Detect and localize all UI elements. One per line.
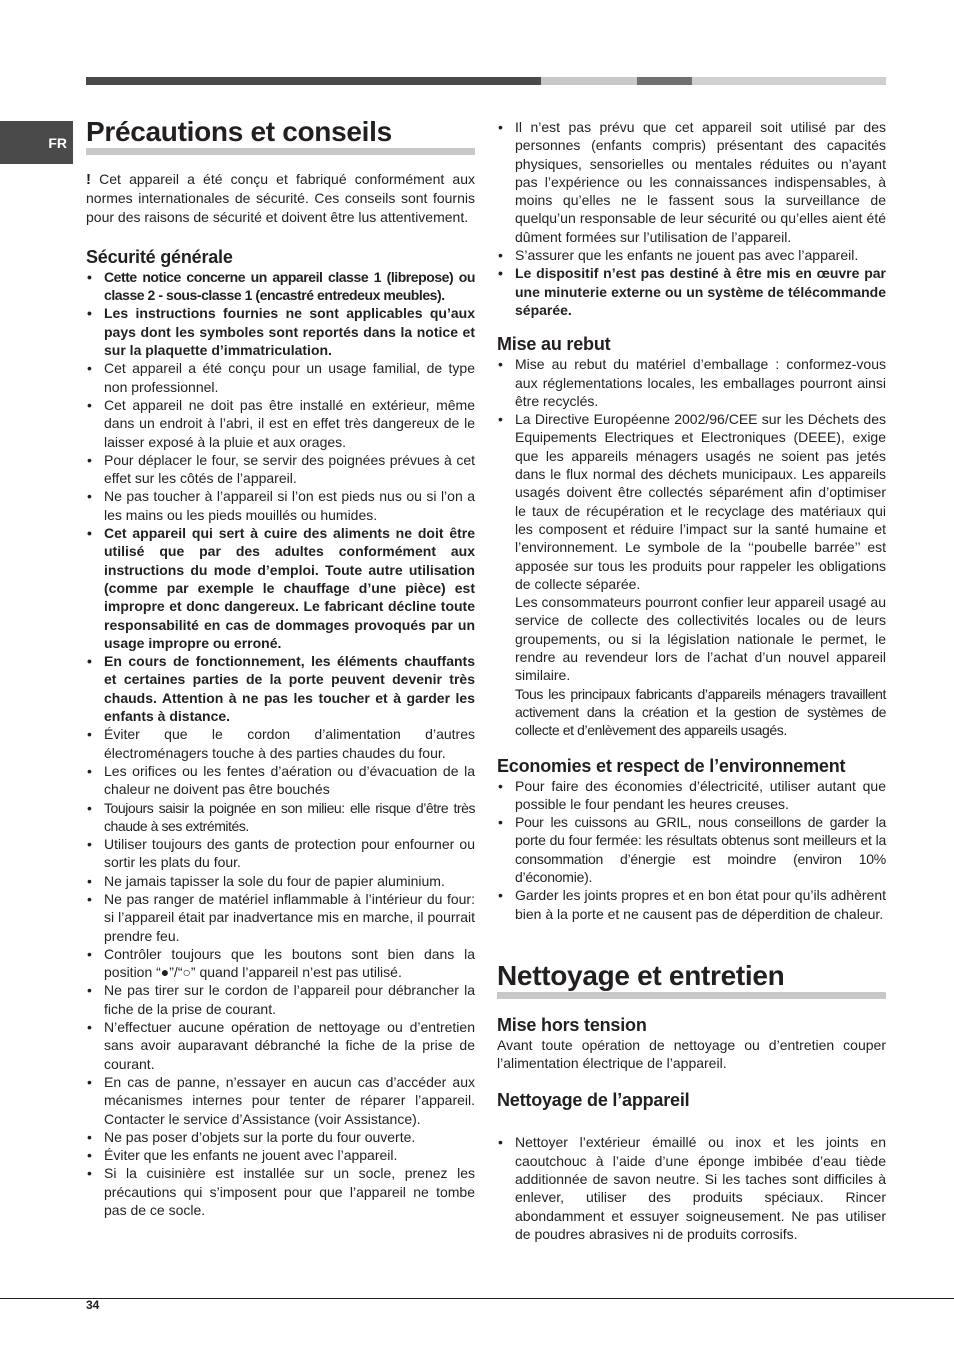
list-item: • Cet appareil a été conçu pour un usage familial, de type non professionnel.: [86, 359, 475, 396]
list-item: • Cet appareil qui sert à cuire des aliments ne doit être utilisé que par des adultes conformément aux instructions du mode d’emploi. Toute autre utilisation (comme par exemple le chauffage d’une pièce) est impropre et donc dangereux. Le fabricant décline toute responsabilité en cas de dommages provoqués par un usage impropre ou erroné.: [86, 524, 475, 652]
section-heading-securite: Sécurité générale: [86, 246, 233, 267]
list-item: • Ne jamais tapisser la sole du four de papier aluminium.: [86, 872, 475, 890]
section-heading-economies: Economies et respect de l’environnement: [497, 755, 846, 776]
list-item: • Mise au rebut du matériel d’emballage : conformez-vous aux réglementations locales, les emballages pourront ainsi être recyclés.: [497, 355, 886, 410]
list-item: • N’effectuer aucune opération de nettoyage ou d’entretien sans avoir auparavant débranché la fiche de la prise de courant.: [86, 1018, 475, 1073]
list-item: • Les orifices ou les fentes d’aération ou d’évacuation de la chaleur ne doivent pas être bouchés: [86, 762, 475, 799]
page-title: Précautions et conseils: [86, 116, 475, 155]
language-tab: FR: [0, 121, 73, 164]
rebut-list: [497, 355, 886, 593]
rebut-paragraph: Tous les principaux fabricants d’appareils ménagers travaillent activement dans la création et la gestion de systèmes de collecte et d’enlèvement des appareils usagés.: [515, 685, 886, 739]
list-item: • Nettoyer l’extérieur émaillé ou inox et les joints en caoutchouc à l’aide d’une éponge imbibée d’eau tiède additionnée de savon neutre. Si les taches sont difficiles à enlever, utiliser des produits spéciaux. Rincer abondamment et essuyer soigneusement. Ne pas utiliser de poudres abrasives ni de produits corrosifs.: [497, 1133, 886, 1243]
list-item: • Toujours saisir la poignée en son milieu: elle risque d’être très chaude à ses extrémités.: [86, 799, 475, 836]
intro-text: Cet appareil a été conçu et fabriqué conformément aux normes internationales de sécurité. Ces conseils sont fournis pour des raisons de sécurité et doivent être lus attentivement.: [86, 171, 475, 225]
list-item: • Pour déplacer le four, se servir des poignées prévues à cet effet sur les côtés de l’appareil.: [86, 451, 475, 488]
list-item: • Ne pas ranger de matériel inflammable à l’intérieur du four: si l’appareil était par inadvertance mis en marche, il pourrait prendre feu.: [86, 890, 475, 945]
right-column: [497, 118, 886, 1243]
section-title-nettoyage: Nettoyage et entretien: [497, 960, 886, 999]
list-item: • Éviter que les enfants ne jouent avec l’appareil.: [86, 1146, 475, 1164]
list-item: • Ne pas poser d’objets sur la porte du four ouverte.: [86, 1128, 475, 1146]
list-item: • En cas de panne, n’essayer en aucun cas d’accéder aux mécanismes internes pour tenter de réparer l’appareil. Contacter le service d’Assistance (voir Assistance).: [86, 1073, 475, 1128]
list-item: • Cet appareil ne doit pas être installé en extérieur, même dans un endroit à l’abri, il est en effet très dangereux de le laisser exposé à la pluie et aux orages.: [86, 396, 475, 451]
footer-rule: [0, 1298, 954, 1299]
list-item: • Il n’est pas prévu que cet appareil soit utilisé par des personnes (enfants compris) présentant des capacités physiques, sensorielles ou mentales réduites ou n’ayant pas l’expérience ou les connaissances indispensables, à moins qu’elles ne le fassent sous la surveillance de quelqu’un responsable de leur sécurité ou qu’elles aient été dûment formées sur l’utilisation de l’appareil.: [497, 118, 886, 246]
list-item: • Le dispositif n’est pas destiné à être mis en œuvre par une minuterie externe ou un système de télécommande séparée.: [497, 264, 886, 319]
list-item: • Contrôler toujours que les boutons sont bien dans la position “●”/“○” quand l’appareil n’est pas utilisé.: [86, 945, 475, 982]
list-item: • Si la cuisinière est installée sur un socle, prenez les précautions qui s’imposent pour que l’appareil ne tombe pas de ce socle.: [86, 1164, 475, 1219]
header-bar-mid: [637, 77, 692, 85]
list-item: • La Directive Européenne 2002/96/CEE sur les Déchets des Equipements Electriques et Electroniques (DEEE), exige que les appareils ménagers usagés ne soient pas jetés dans le flux normal des déchets municipaux. Les appareils usagés doivent être collectés séparément afin d’optimiser le taux de récupération et le recyclage des matériaux qui les composent et réduire l’impact sur la santé humaine et l’environnement. Le symbole de la ‘‘poubelle barrée’’ est apposée sur tous les produits pour rappeler les obligations de collecte séparée.: [497, 410, 886, 593]
left-column: [86, 116, 475, 1219]
list-item: • Les instructions fournies ne sont applicables qu’aux pays dont les symboles sont reportés dans la notice et sur la plaquette d’immatriculation.: [86, 304, 475, 359]
continued-list: [497, 118, 886, 319]
header-color-bar: [86, 77, 886, 85]
securite-list: [86, 268, 475, 1219]
economies-list: [497, 777, 886, 923]
warning-mark: !: [86, 171, 91, 188]
list-item: • Garder les joints propres et en bon état pour qu’ils adhèrent bien à la porte et ne causent pas de déperdition de chaleur.: [497, 886, 886, 923]
header-bar-light-end: [692, 77, 886, 85]
section-heading-hors-tension: Mise hors tension: [497, 1014, 647, 1035]
section-heading-nettoyage-appareil: Nettoyage de l’appareil: [497, 1090, 690, 1111]
list-item: • Cette notice concerne un appareil classe 1 (librepose) ou classe 2 - sous-classe 1 (encastré entredeux meubles).: [86, 268, 475, 305]
list-item: • S’assurer que les enfants ne jouent pas avec l’appareil.: [497, 246, 886, 264]
header-bar-dark: [86, 77, 541, 85]
header-bar-light: [541, 77, 637, 85]
list-item: • Ne pas tirer sur le cordon de l’appareil pour débrancher la fiche de la prise de courant.: [86, 981, 475, 1018]
list-item: • Utiliser toujours des gants de protection pour enfourner ou sortir les plats du four.: [86, 835, 475, 872]
intro-paragraph: [86, 170, 475, 226]
rebut-paragraph: Les consommateurs pourront confier leur appareil usagé au service de collecte des collectivités locales ou de leurs groupements, ou si la législation nationale le permet, le rendre au revendeur lors de l’achat d’un nouvel appareil similaire.: [515, 594, 886, 684]
list-item: • Ne pas toucher à l’appareil si l’on est pieds nus ou si l’on a les mains ou les pieds mouillés ou humides.: [86, 487, 475, 524]
list-item: • Pour faire des économies d’électricité, utiliser autant que possible le four pendant les heures creuses.: [497, 777, 886, 814]
hors-tension-text: Avant toute opération de nettoyage ou d’entretien couper l’alimentation électrique de l’appareil.: [497, 1036, 886, 1072]
list-item: • En cours de fonctionnement, les éléments chauffants et certaines parties de la porte peuvent devenir très chauds. Attention à ne pas les toucher et à garder les enfants à distance.: [86, 652, 475, 725]
list-item: • Pour les cuissons au GRIL, nous conseillons de garder la porte du four fermée: les résultats obtenus sont meilleurs et la consommation d’énergie est moindre (environ 10% d’économie).: [497, 813, 886, 886]
list-item: • Éviter que le cordon d’alimentation d’autres électroménagers touche à des parties chaudes du four.: [86, 725, 475, 762]
page-number: 34: [86, 1298, 100, 1312]
section-heading-rebut: Mise au rebut: [497, 334, 611, 355]
nettoyage-list: [497, 1133, 886, 1243]
